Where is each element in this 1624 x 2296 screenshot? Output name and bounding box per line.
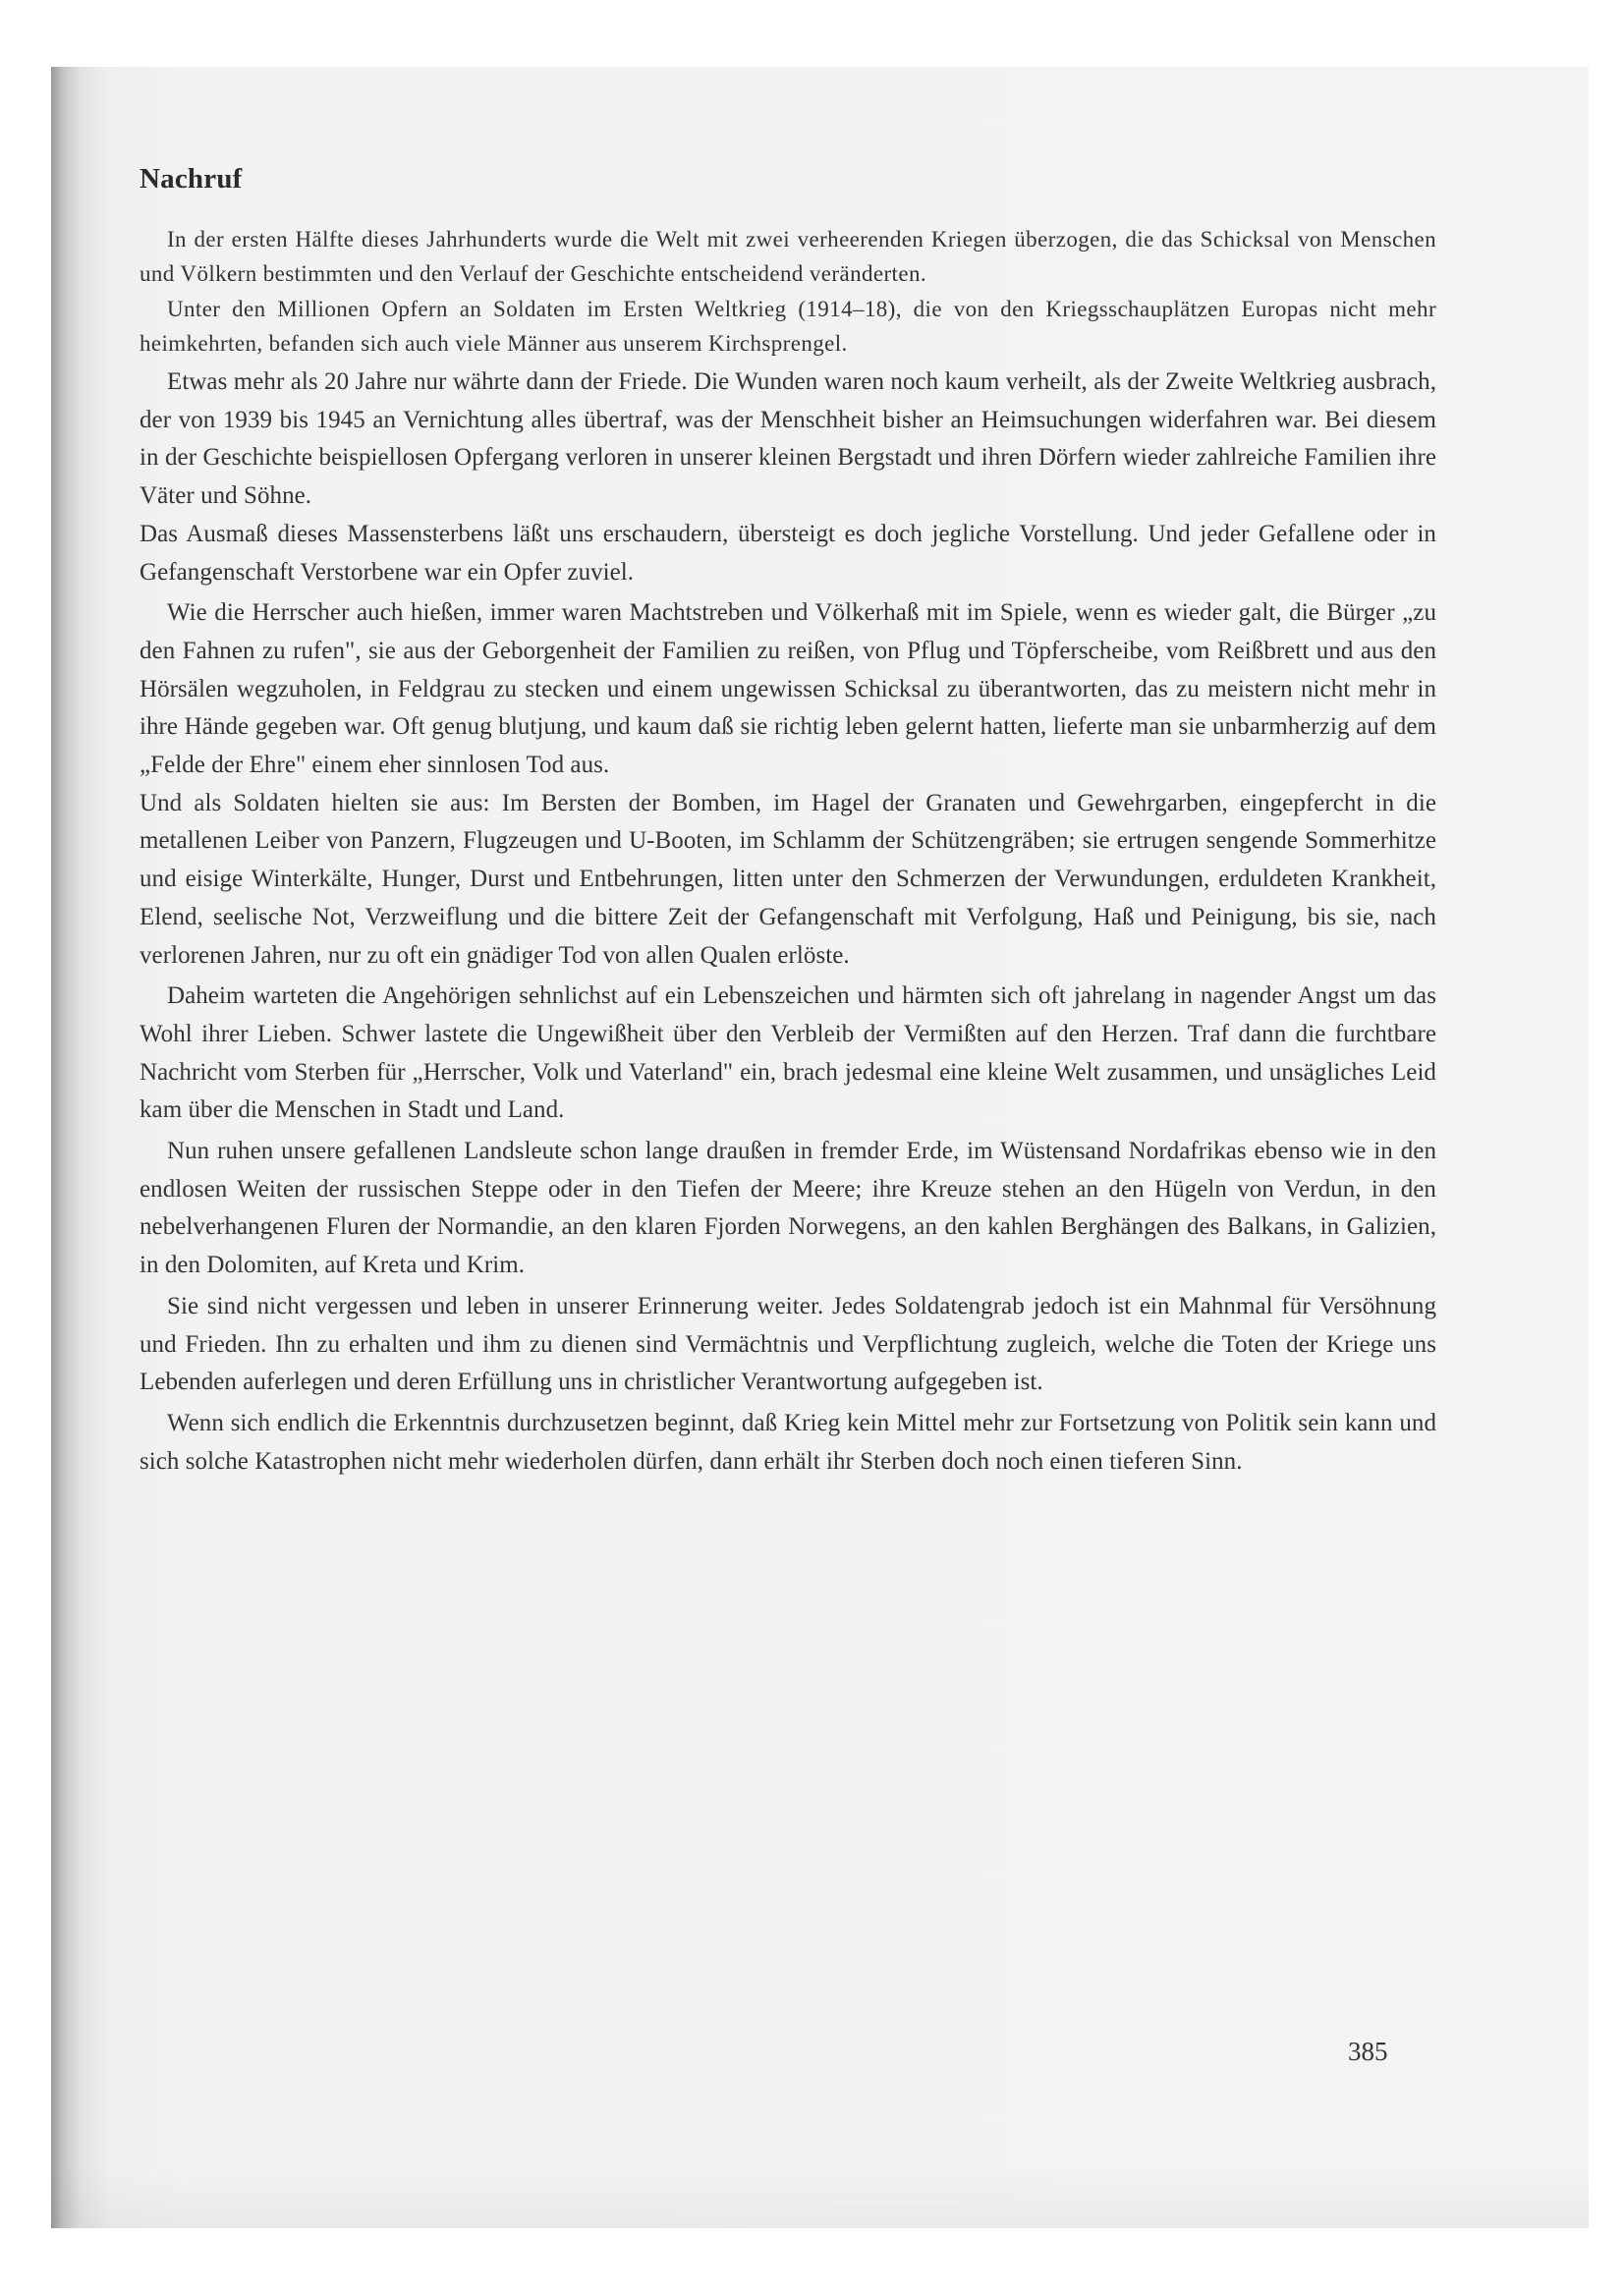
paragraph-6: Und als Soldaten hielten sie aus: Im Bersten der Bomben, im Hagel der Granaten und Gewehrgarben, eingepfercht in die metallenen Leiber von Panzern, Flugzeugen und U-Booten, im Schlamm der Schützengräben; sie ertrugen sengende Sommerhitze und eisige Winterkälte, Hunger, Durst und Entbehrungen, litten unter den Schmerzen der Verwundungen, erduldeten Krankheit, Elend, seelische Not, Verzweiflung und die bittere Zeit der Gefangenschaft mit Verfolgung, Haß und Peinigung, bis sie, nach verlorenen Jahren, nur zu oft ein gnädiger Tod von allen Qualen erlöste. — [140, 789, 1436, 969]
page-content — [140, 163, 1436, 1481]
binding-shadow — [0, 0, 54, 2296]
paragraph-5: Wie die Herrscher auch hießen, immer waren Machtstreben und Völkerhaß mit im Spiele, wenn es wieder galt, die Bürger „zu den Fahnen zu rufen", sie aus der Geborgenheit der Familien zu reißen, von Pflug und Töpferscheibe, vom Reißbrett und aus den Hörsälen wegzuholen, in Feldgrau zu stecken und einem ungewissen Schicksal zu überantworten, das zu meistern nicht mehr in ihre Hände gegeben war. Oft genug blutjung, und kaum daß sie richtig leben gelernt hatten, lieferte man sie unbarmherzig auf dem „Felde der Ehre" einem eher sinnlosen Tod aus. — [140, 599, 1436, 779]
paragraph-7: Daheim warteten die Angehörigen sehnlichst auf ein Lebenszeichen und härmten sich oft jahrelang in nagender Angst um das Wohl ihrer Lieben. Schwer lastete die Ungewißheit über den Verbleib der Vermißten auf den Herzen. Traf dann die furchtbare Nachricht vom Sterben für „Herrscher, Volk und Vaterland" ein, brach jedesmal eine kleine Welt zusammen, und unsägliches Leid kam über die Menschen in Stadt und Land. — [140, 982, 1436, 1124]
page-number: 385 — [1348, 2037, 1388, 2066]
paragraph-3: Etwas mehr als 20 Jahre nur währte dann der Friede. Die Wunden waren noch kaum verheilt, als der Zweite Weltkrieg ausbrach, der von 1939 bis 1945 an Vernichtung alles übertraf, was der Menschheit bisher an Heimsuchungen widerfahren war. Bei diesem in der Geschichte beispiellosen Opfergang verloren in unserer kleinen Bergstadt und ihren Dörfern wieder zahlreiche Familien ihre Väter und Söhne. — [140, 368, 1436, 510]
page-title: Nachruf — [140, 163, 243, 195]
paragraph-2: Unter den Millionen Opfern an Soldaten im Ersten Weltkrieg (1914–18), die von den Kriegsschauplätzen Europas nicht mehr heimkehrten, befanden sich auch viele Männer aus unserem Kirchsprengel. — [140, 297, 1436, 356]
paragraph-9: Sie sind nicht vergessen und leben in unserer Erinnerung weiter. Jedes Soldatengrab jedoch ist ein Mahnmal für Versöhnung und Frieden. Ihn zu erhalten und ihm zu dienen sind Vermächtnis und Verpflichtung zugleich, welche die Toten der Kriege uns Lebenden auferlegen und deren Erfüllung uns in christlicher Verantwortung aufgegeben ist. — [140, 1292, 1436, 1396]
paragraph-8: Nun ruhen unsere gefallenen Landsleute schon lange draußen in fremder Erde, im Wüstensand Nordafrikas ebenso wie in den endlosen Weiten der russischen Steppe oder in den Tiefen der Meere; ihre Kreuze stehen an den Hügeln von Verdun, in den nebelverhangenen Fluren der Normandie, an den klaren Fjorden Norwegens, an den kahlen Berghängen des Balkans, in Galizien, in den Dolomiten, auf Kreta und Krim. — [140, 1138, 1436, 1279]
paragraph-4: Das Ausmaß dieses Massensterbens läßt uns erschaudern, übersteigt es doch jegliche Vorstellung. Und jeder Gefallene oder in Gefangenschaft Verstorbene war ein Opfer zuviel. — [140, 520, 1436, 586]
paragraph-1: In der ersten Hälfte dieses Jahrhunderts wurde die Welt mit zwei verheerenden Kriegen überzogen, die das Schicksal von Menschen und Völkern bestimmten und den Verlauf der Geschichte entscheidend veränderten. — [140, 227, 1436, 286]
book-page — [51, 67, 1589, 2228]
paragraph-10: Wenn sich endlich die Erkenntnis durchzusetzen beginnt, daß Krieg kein Mittel mehr zur Fortsetzung von Politik sein kann und sich solche Katastrophen nicht mehr wiederholen dürfen, dann erhält ihr Sterben doch noch einen tieferen Sinn. — [140, 1409, 1436, 1475]
